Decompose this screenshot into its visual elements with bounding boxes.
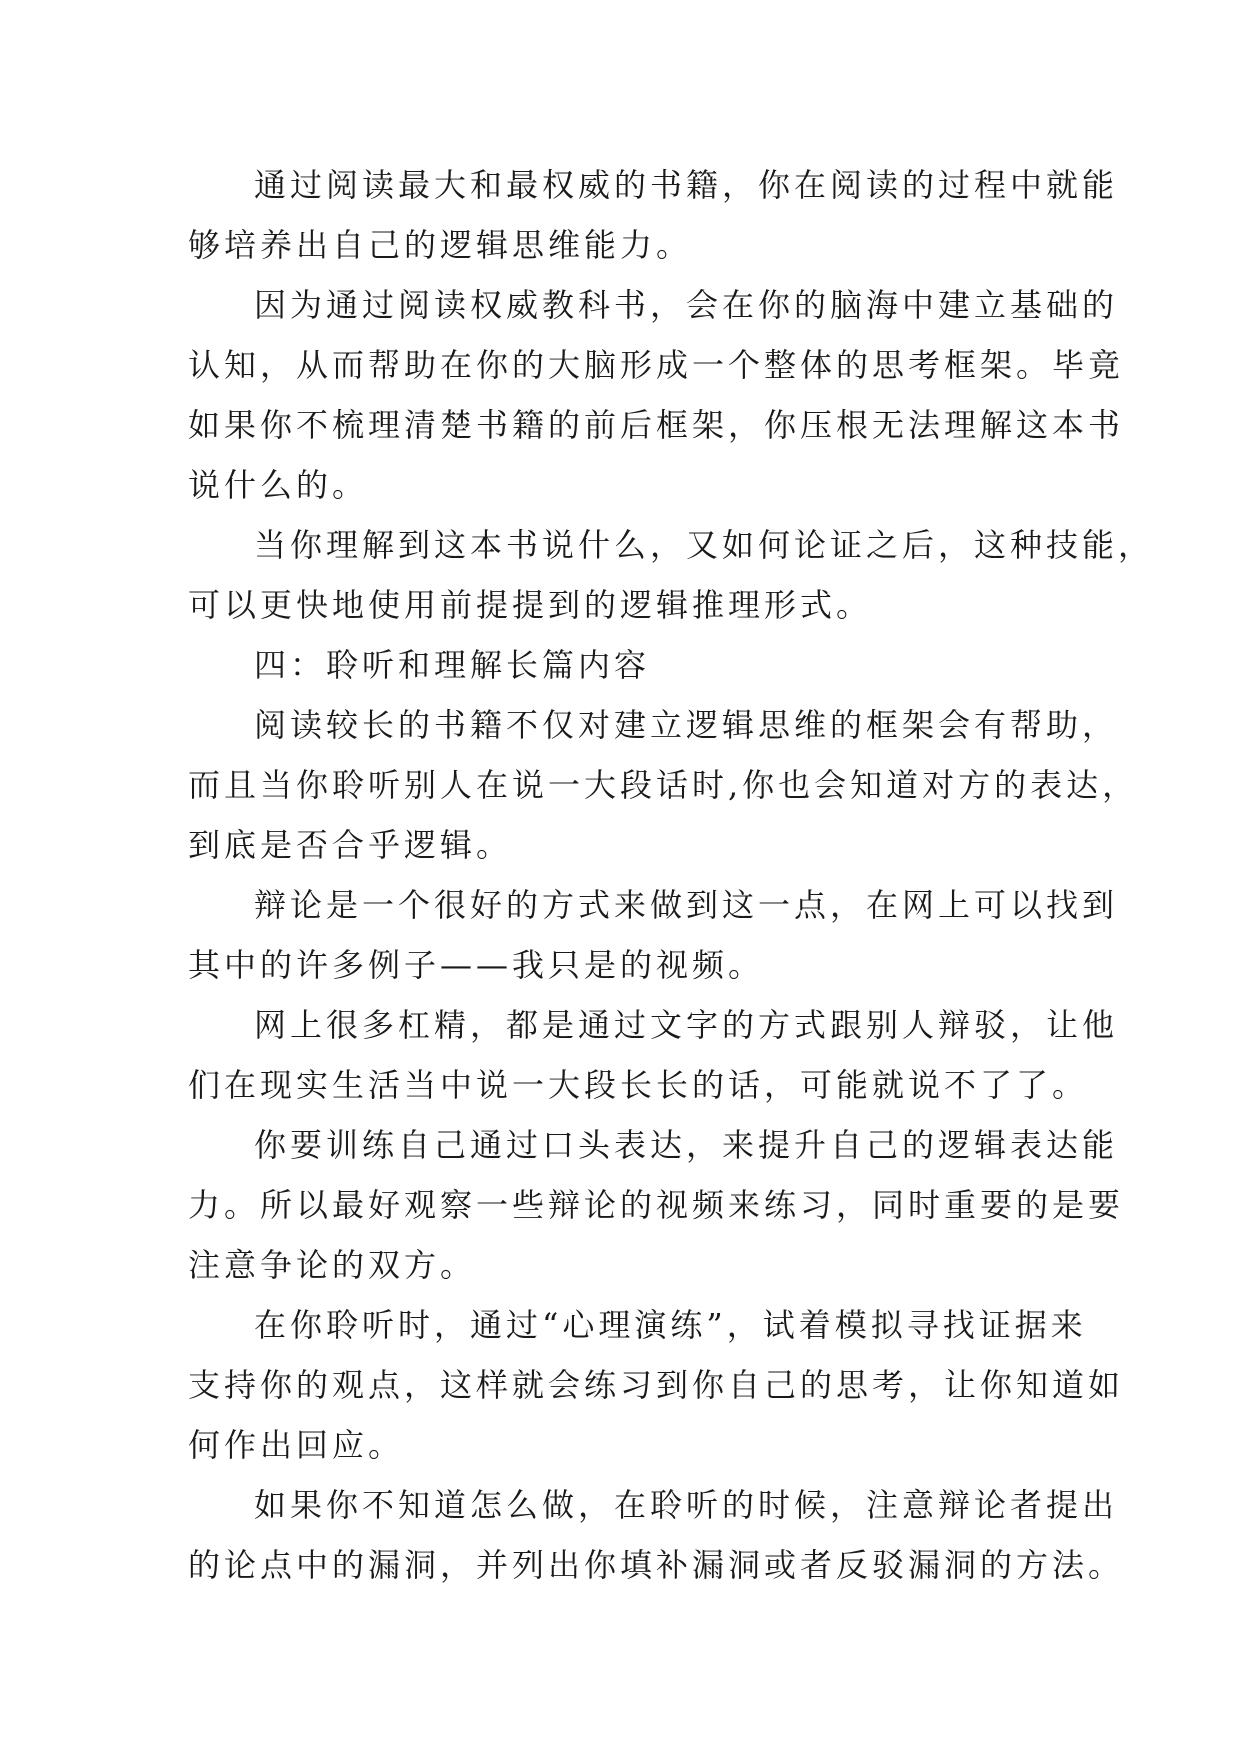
section-heading-text: 四：聆听和理解长篇内容	[254, 646, 651, 684]
paragraph	[188, 1295, 1125, 1475]
section-heading	[188, 635, 1068, 695]
text-line: 们在现实生活当中说一大段长长的话，可能就说不了了。	[188, 1066, 1089, 1104]
text-line: 因为通过阅读权威教科书，会在你的脑海中建立基础的	[254, 286, 1119, 324]
paragraph	[188, 1475, 1125, 1595]
text-line: 其中的许多例子——我只是的视频。	[188, 946, 765, 984]
text-line: 可以更快地使用前提提到的逻辑推理形式。	[188, 586, 873, 624]
paragraph	[188, 695, 1139, 875]
text-line: 支持你的观点，这样就会练习到你自己的思考，让你知道如	[188, 1366, 1125, 1404]
paragraph	[188, 1115, 1125, 1295]
paragraph	[188, 155, 1119, 275]
text-line: 阅读较长的书籍不仅对建立逻辑思维的框架会有帮助，	[254, 706, 1119, 744]
text-line: 如果你不梳理清楚书籍的前后框架，你压根无法理解这本书	[188, 406, 1125, 444]
text-line: 到底是否合乎逻辑。	[188, 826, 513, 864]
paragraph	[188, 995, 1119, 1115]
text-line: 辩论是一个很好的方式来做到这一点，在网上可以找到	[254, 886, 1119, 924]
text-line: 网上很多杠精，都是通过文字的方式跟别人辩驳，让他	[254, 1006, 1119, 1044]
paragraph	[188, 275, 1125, 515]
text-line: 当你理解到这本书说什么，又如何论证之后，这种技能，	[254, 526, 1155, 564]
paragraph	[188, 875, 1119, 995]
text-line: 何作出回应。	[188, 1426, 405, 1464]
text-line: 而且当你聆听别人在说一大段话时,你也会知道对方的表达，	[188, 766, 1139, 804]
text-line: 够培养出自己的逻辑思维能力。	[188, 226, 693, 264]
document-body	[188, 155, 1155, 1595]
paragraph	[188, 515, 1155, 635]
text-line: 说什么的。	[188, 466, 369, 504]
text-line: 你要训练自己通过口头表达，来提升自己的逻辑表达能	[254, 1126, 1119, 1164]
text-line: 注意争论的双方。	[188, 1246, 477, 1284]
text-line: 力。所以最好观察一些辩论的视频来练习，同时重要的是要	[188, 1186, 1125, 1224]
text-line: 如果你不知道怎么做，在聆听的时候，注意辩论者提出	[254, 1486, 1119, 1524]
text-line: 的论点中的漏洞，并列出你填补漏洞或者反驳漏洞的方法。	[188, 1546, 1125, 1584]
text-line: 认知，从而帮助在你的大脑形成一个整体的思考框架。毕竟	[188, 346, 1125, 384]
text-line: 在你聆听时，通过“心理演练”，试着模拟寻找证据来	[254, 1306, 1087, 1344]
text-line: 通过阅读最大和最权威的书籍，你在阅读的过程中就能	[254, 166, 1119, 204]
